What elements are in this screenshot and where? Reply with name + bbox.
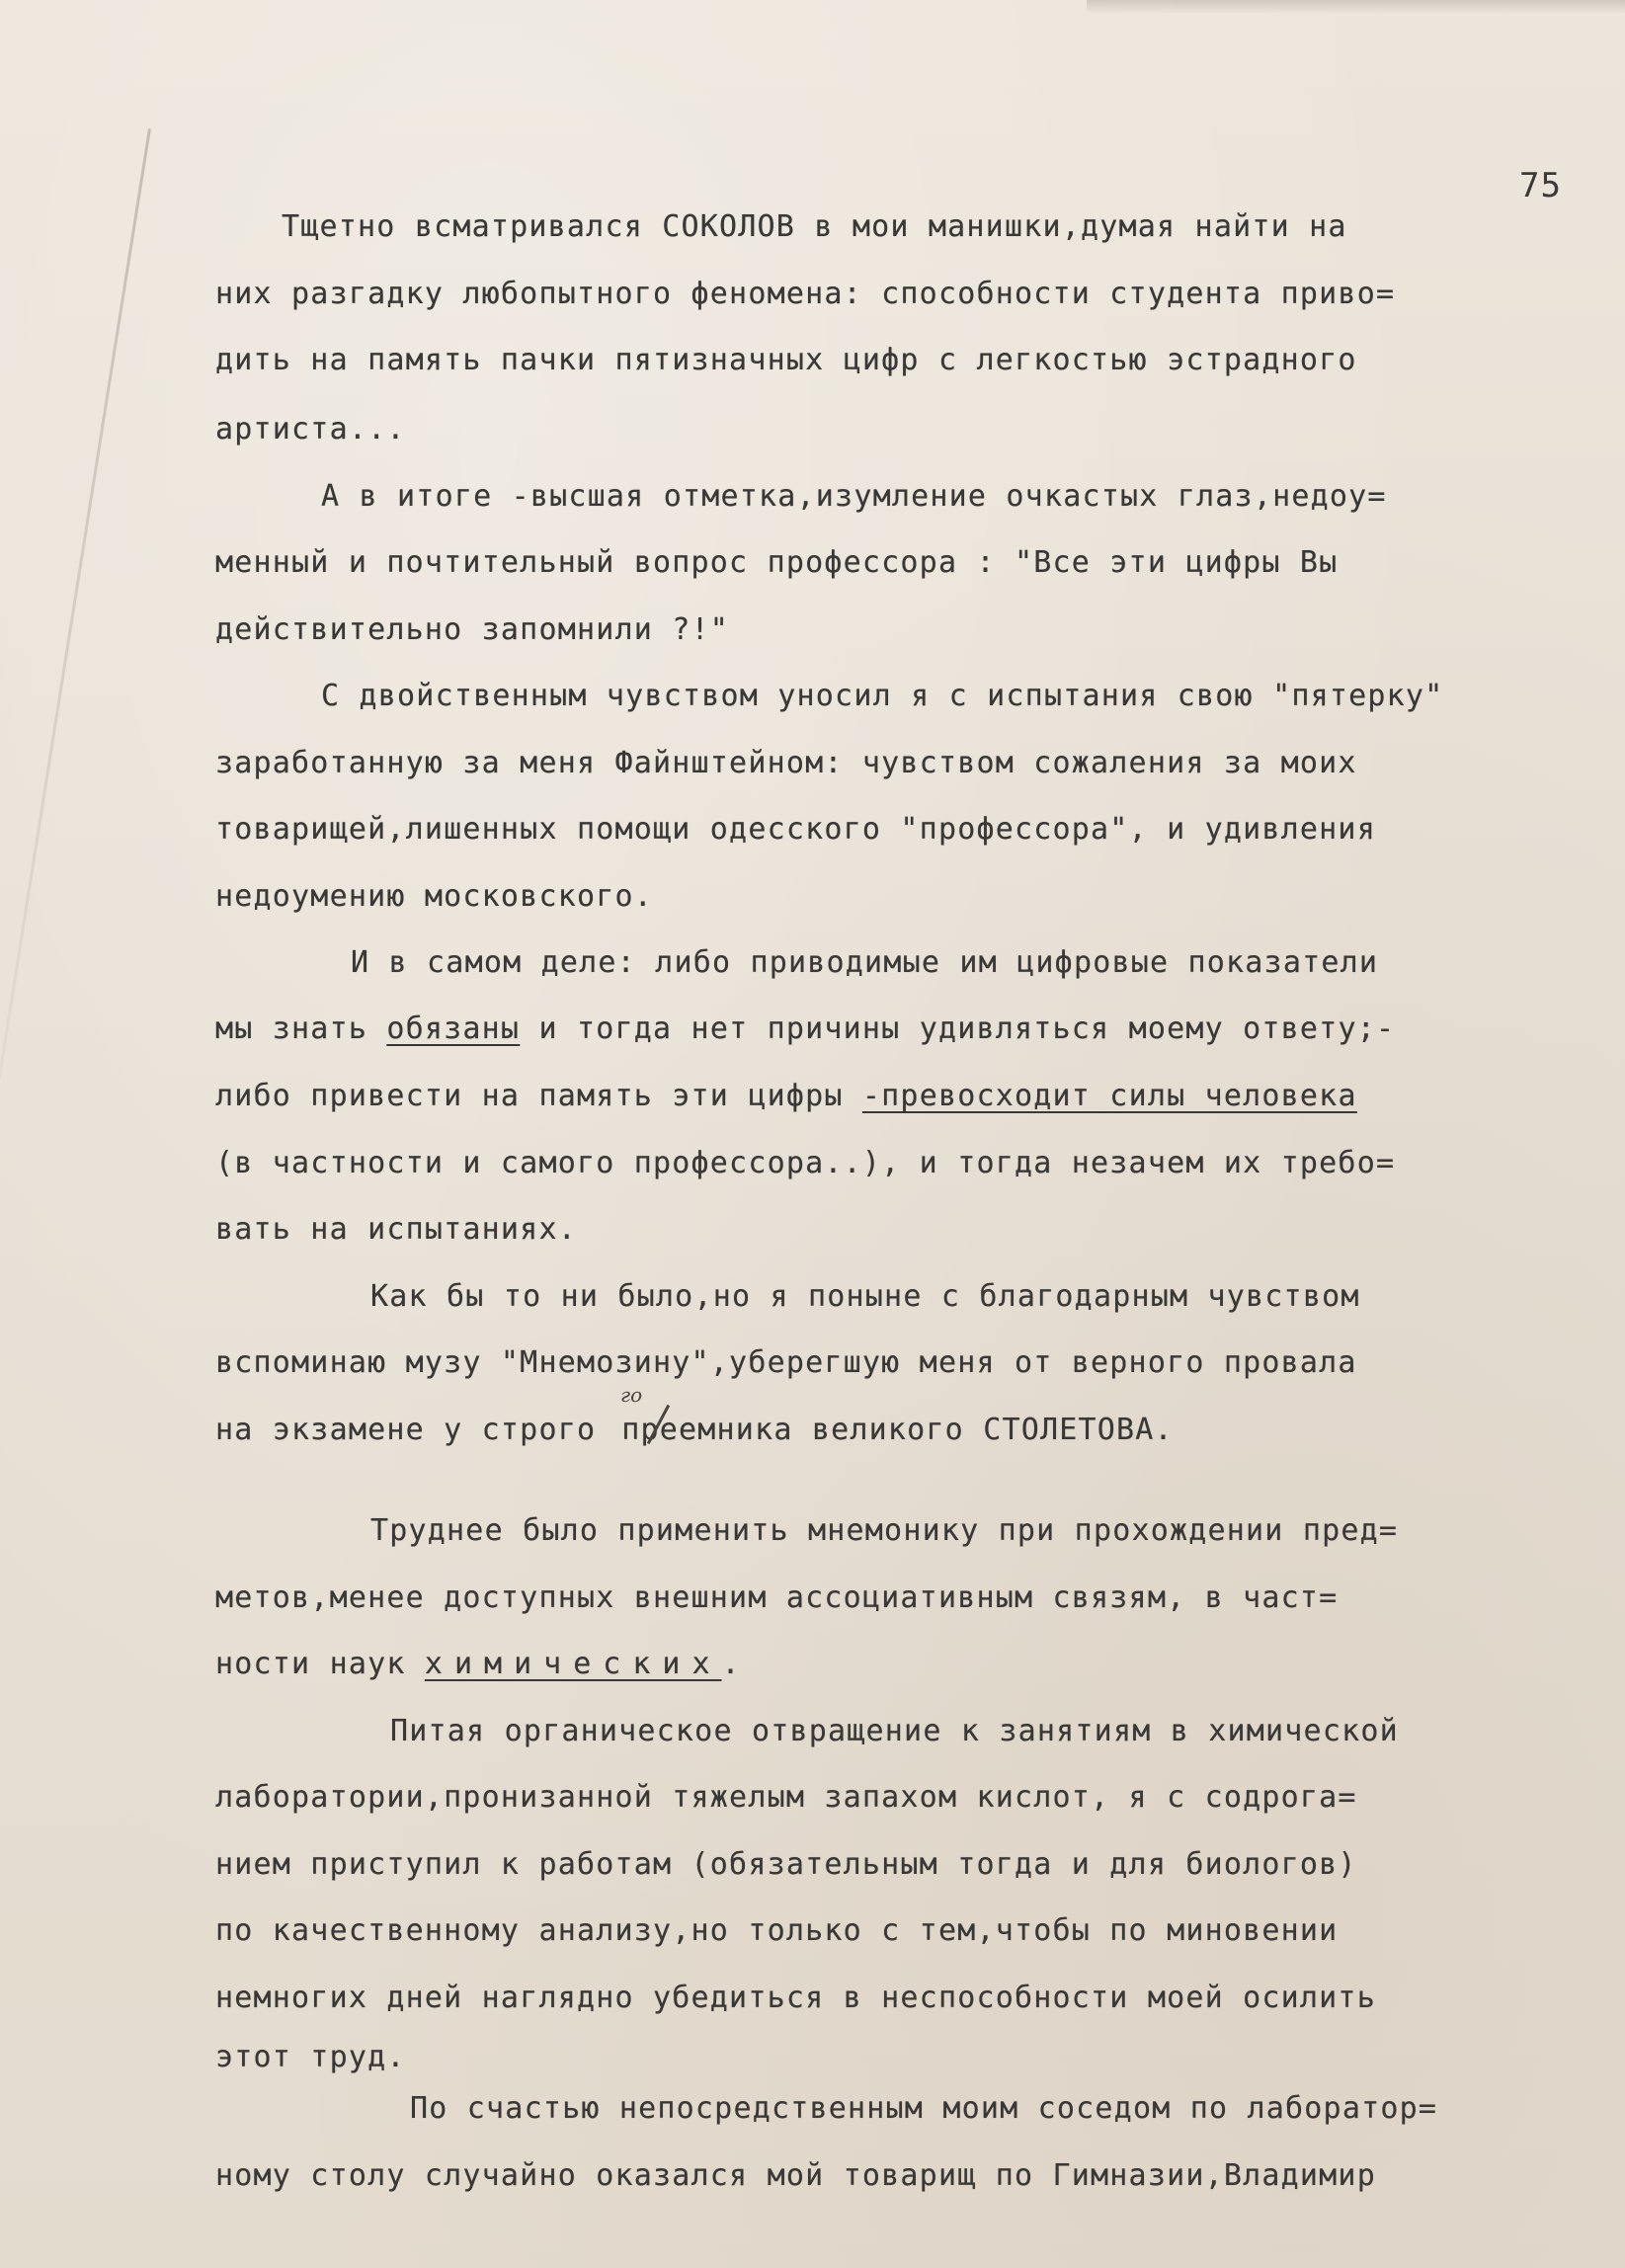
text-line-12: И в самом деле: либо приводимые им цифровые показатели <box>351 945 1379 980</box>
text-line-23: Питая органическое отвращение к занятиям в химической <box>390 1714 1399 1748</box>
underlined-phrase: -превосходит силы человека <box>861 1079 1357 1113</box>
paper-edge-shadow <box>1087 0 1625 14</box>
text-segment: и тогда нет причины удивляться моему ответу;- <box>520 1012 1396 1046</box>
text-segment: . <box>721 1647 741 1681</box>
page-number: 75 <box>1519 166 1562 205</box>
text-line-19 <box>215 1411 1174 1450</box>
text-line-17: Как бы то ни было,но я поныне с благодарным чувством <box>370 1279 1360 1314</box>
text-line-7: действительно запомнили ?!" <box>215 612 730 647</box>
spaced-underlined-word: химических <box>424 1647 722 1681</box>
text-line-3: дить на память пачки пятизначных цифр с легкостью эстрадного <box>215 343 1357 377</box>
text-line-6: менный и почтительный вопрос профессора : "Все эти цифры Вы <box>215 545 1339 580</box>
text-line-1: Тщетно всматривался СОКОЛОВ в мои манишки,думая найти на <box>282 209 1347 244</box>
text-line-29: По счастью непосредственным моим соседом по лаборатор= <box>410 2091 1438 2126</box>
text-line-26: по качественному анализу,но только с тем,чтобы по миновении <box>215 1913 1339 1948</box>
text-segment: на экзамене у строго <box>215 1413 597 1447</box>
text-line-10: товарищей,лишенных помощи одесского "профессора", и удивления <box>215 812 1376 847</box>
text-line-18: вспоминаю музу "Мнемозину",уберегшую меня от верного провала <box>215 1345 1357 1380</box>
text-line-8: С двойственным чувством уносил я с испытания свою "пятерку" <box>321 679 1444 713</box>
text-line-2: них разгадку любопытного феномена: способности студента приво= <box>215 277 1396 311</box>
text-line-28: этот труд. <box>215 2040 406 2074</box>
text-segment: мы знать <box>215 1012 387 1046</box>
text-segment: преемника великого СТОЛЕТОВА. <box>621 1413 1174 1447</box>
text-line-13 <box>215 1010 1395 1049</box>
text-line-27: немногих дней наглядно убедиться в неспособности моей осилить <box>215 1981 1376 2015</box>
paper-fold-line <box>0 128 151 1104</box>
text-segment: ности наук <box>215 1647 425 1681</box>
text-line-15: (в частности и самого профессора..), и тогда незачем их требо= <box>215 1146 1396 1180</box>
underlined-word: обязаны <box>386 1012 521 1046</box>
text-line-14 <box>215 1077 1357 1116</box>
text-line-4: артиста... <box>215 412 406 446</box>
text-line-16: вать на испытаниях. <box>215 1212 577 1247</box>
text-segment: либо привести на память эти цифры <box>215 1079 862 1113</box>
text-line-25: нием приступил к работам (обязательным тогда и для биологов) <box>215 1847 1357 1882</box>
text-line-30: ному столу случайно оказался мой товарищ по Гимназии,Владимир <box>215 2158 1376 2193</box>
text-line-24: лаборатории,пронизанной тяжелым запахом кислот, я с содрога= <box>215 1780 1357 1815</box>
text-line-22 <box>215 1645 741 1684</box>
text-line-9: заработанную за меня Файнштейном: чувством сожаления за моих <box>215 746 1357 780</box>
handwritten-correction: го <box>620 1383 643 1407</box>
text-line-5: А в итоге -высшая отметка,изумление очкастых глаз,недоу= <box>321 479 1387 514</box>
text-line-21: метов,менее доступных внешним ассоциативным связям, в част= <box>215 1580 1339 1615</box>
text-line-11: недоумению московского. <box>215 879 654 914</box>
text-line-20: Труднее было применить мнемонику при прохождении пред= <box>370 1513 1399 1548</box>
